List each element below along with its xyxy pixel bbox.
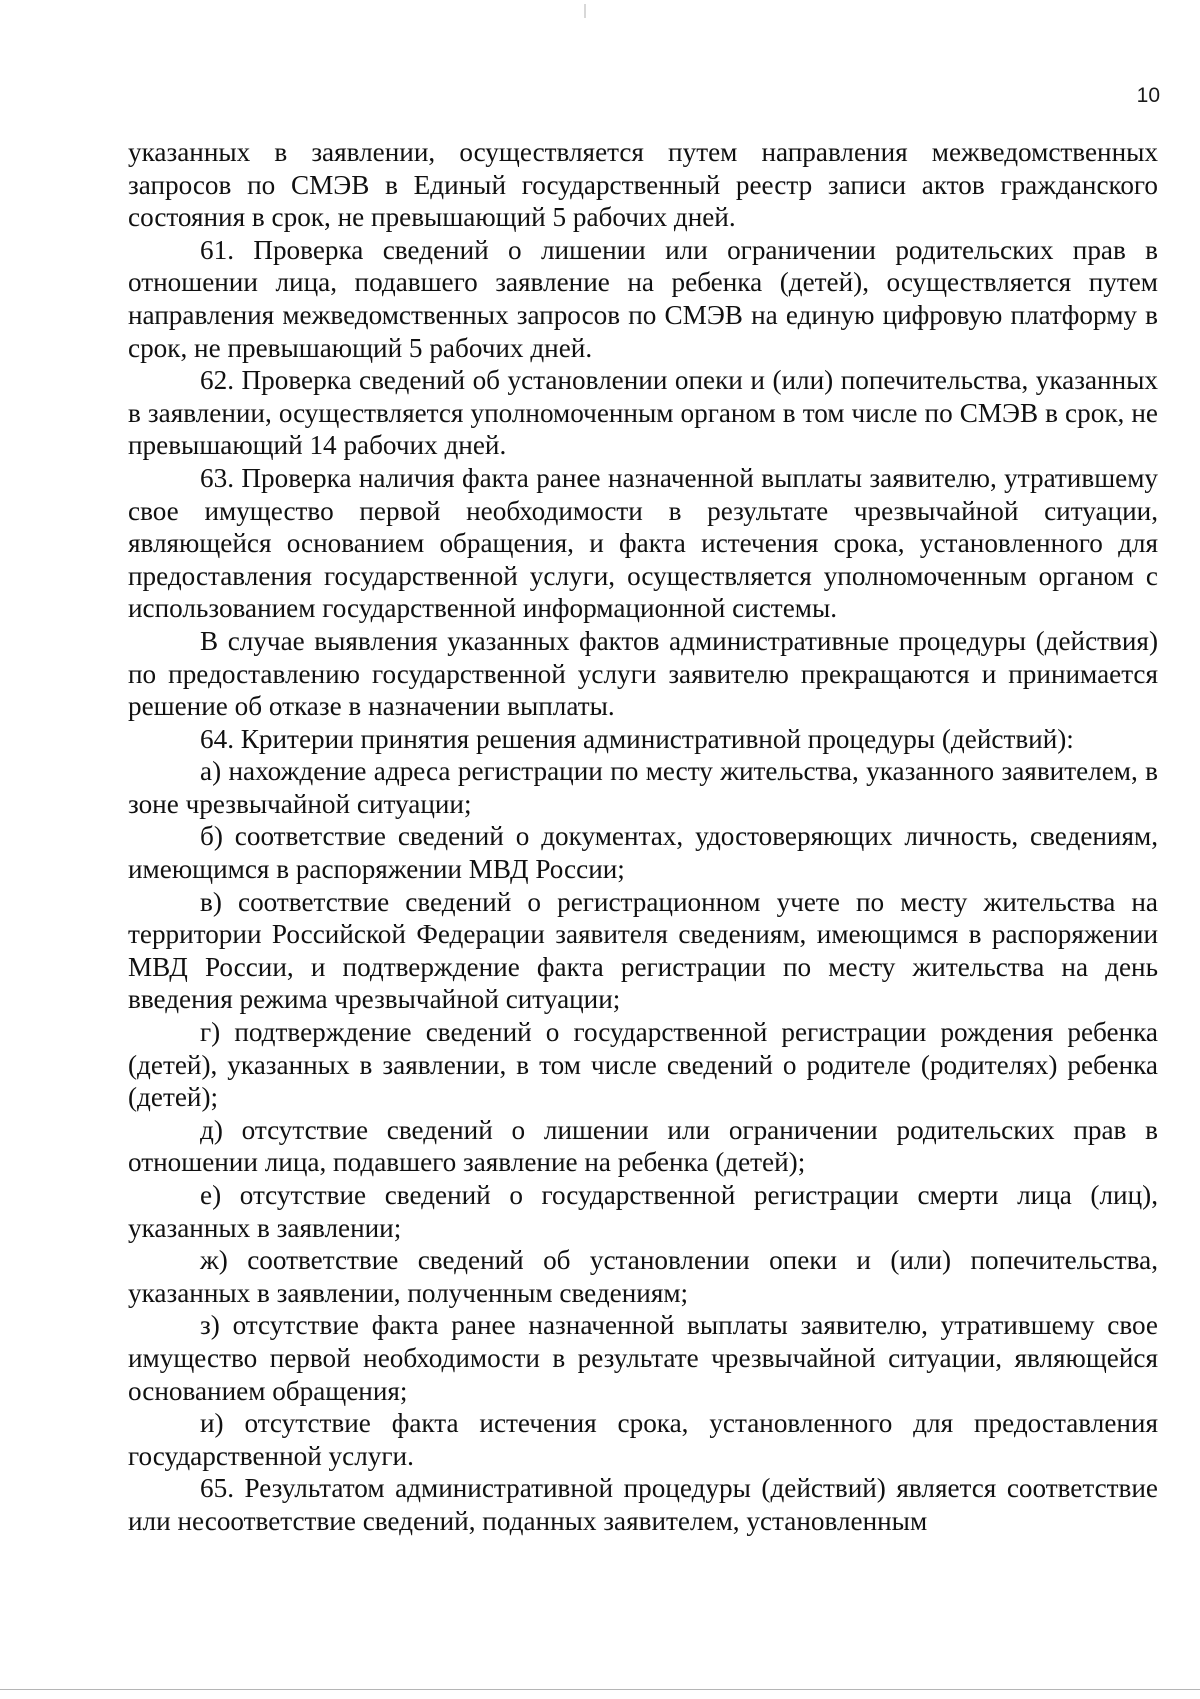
criterion-z: з) отсутствие факта ранее назначенной выплаты заявителю, утратившему свое имущество первой необходимости в результате чрезвычайной ситуации, являющейся основанием обращения; <box>128 1310 1158 1406</box>
paragraph-63: 63. Проверка наличия факта ранее назначенной выплаты заявителю, утратившему свое имущество первой необходимости в результате чрезвычайной ситуации, являющейся основанием обращения, и факта истечения срока, установленного для предоставления государственной услуги, осуществляется уполномоченным органом с использованием государственной информационной системы. <box>128 462 1158 624</box>
page-number: 10 <box>1136 84 1160 107</box>
paragraph-64: 64. Критерии принятия решения административной процедуры (действий): <box>200 723 1074 754</box>
scan-mark <box>584 4 586 18</box>
paragraph-63-note: В случае выявления указанных фактов административные процедуры (действия) по предоставлению государственной услуги заявителю прекращаются и принимается решение об отказе в назначении выплаты. <box>128 625 1158 722</box>
criterion-b: б) соответствие сведений о документах, удостоверяющих личность, сведениям, имеющимся в распоряжении МВД России; <box>128 821 1158 885</box>
criterion-i: и) отсутствие факта истечения срока, установленного для предоставления государственной услуги. <box>128 1408 1158 1471</box>
criterion-a: а) нахождение адреса регистрации по месту жительства, указанного заявителем, в зоне чрезвычайной ситуации; <box>128 756 1158 819</box>
page-edge-line <box>0 1689 1200 1690</box>
document-body <box>128 136 1158 1538</box>
paragraph-61: 61. Проверка сведений о лишении или ограничении родительских прав в отношении лица, подавшего заявление на ребенка (детей), осуществляется путем направления межведомственных запросов по СМЭВ на единую цифровую платформу в срок, не превышающий 5 рабочих дней. <box>128 234 1158 363</box>
paragraph-65: 65. Результатом административной процедуры (действий) является соответствие или несоответствие сведений, поданных заявителем, установленным <box>128 1473 1158 1536</box>
criterion-v: в) соответствие сведений о регистрационном учете по месту жительства на территории Российской Федерации заявителя сведениям, имеющимся в распоряжении МВД России, и подтверждение факта регистрации по месту жительства на день введения режима чрезвычайной ситуации; <box>128 886 1158 1015</box>
criterion-e: е) отсутствие сведений о государственной регистрации смерти лица (лиц), указанных в заявлении; <box>128 1180 1158 1243</box>
criterion-zh: ж) соответствие сведений об установлении опеки и (или) попечительства, указанных в заявлении, полученным сведениям; <box>128 1245 1158 1308</box>
criterion-g: г) подтверждение сведений о государственной регистрации рождения ребенка (детей), указанных в заявлении, в том числе сведений о родителе (родителях) ребенка (детей); <box>128 1017 1158 1113</box>
criterion-d: д) отсутствие сведений о лишении или ограничении родительских прав в отношении лица, подавшего заявление на ребенка (детей); <box>128 1114 1158 1178</box>
paragraph-62: 62. Проверка сведений об установлении опеки и (или) попечительства, указанных в заявлении, осуществляется уполномоченным органом в том числе по СМЭВ в срок, не превышающий 14 рабочих дней. <box>128 365 1158 461</box>
paragraph-continuation: указанных в заявлении, осуществляется путем направления межведомственных запросов по СМЭВ в Единый государственный реестр записи актов гражданского состояния в срок, не превышающий 5 рабочих дней. <box>128 137 1158 233</box>
